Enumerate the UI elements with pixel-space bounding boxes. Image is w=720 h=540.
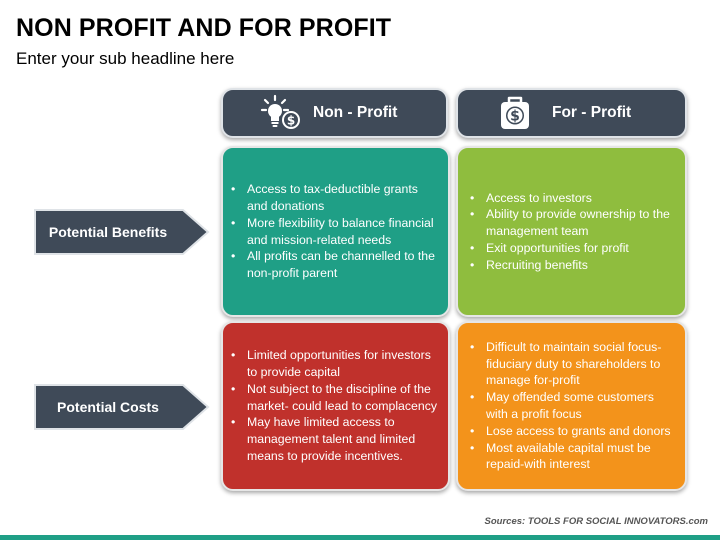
bullet-item: • Ability to provide ownership to the management team <box>466 206 677 240</box>
money-bag-dollar-icon <box>492 93 538 133</box>
svg-text:$: $ <box>286 113 296 128</box>
bullet-item: • Lose access to grants and donors <box>466 423 677 440</box>
bullet-item: • More flexibility to balance financial and mission-related needs <box>227 215 440 249</box>
bullet-item: • All profits can be channelled to the non-profit parent <box>227 248 440 282</box>
bullet-item: • May have limited access to management talent and limited means to provide incentives. <box>227 414 440 464</box>
bullet-item: • Recruiting benefits <box>466 257 677 274</box>
row-label-potential-costs <box>33 383 211 431</box>
bullet-item: • Most available capital must be repaid-with interest <box>466 440 677 474</box>
row-label-text: Potential Benefits <box>48 224 168 240</box>
bullet-item: • May offended some customers with a profit focus <box>466 389 677 423</box>
bullet-list <box>466 339 677 473</box>
bullet-item: • Not subject to the discipline of the market- could lead to complacency <box>227 381 440 415</box>
column-header-forprofit-label: For - Profit <box>552 104 632 121</box>
cell-nonprofit-benefits <box>221 146 450 317</box>
bullet-item: • Exit opportunities for profit <box>466 240 677 257</box>
cell-nonprofit-costs <box>221 321 450 491</box>
bullet-item: • Access to tax-deductible grants and donations <box>227 181 440 215</box>
row-label-potential-benefits <box>33 208 211 256</box>
cell-forprofit-benefits <box>456 146 687 317</box>
lightbulb-dollar-icon <box>259 93 305 133</box>
bullet-item: • Limited opportunities for investors to provide capital <box>227 347 440 381</box>
column-header-nonprofit <box>221 88 448 138</box>
bottom-accent-bar <box>0 535 720 540</box>
source-note: Sources: TOOLS FOR SOCIAL INNOVATORS.com <box>484 516 708 527</box>
svg-text:$: $ <box>510 108 520 125</box>
column-header-nonprofit-label: Non - Profit <box>313 104 398 121</box>
bullet-list <box>227 181 440 282</box>
column-header-forprofit <box>456 88 687 138</box>
slide-title: NON PROFIT AND FOR PROFIT <box>16 14 392 42</box>
cell-forprofit-costs <box>456 321 687 491</box>
bullet-item: • Access to investors <box>466 190 677 207</box>
bullet-item: • Difficult to maintain social focus- fiduciary duty to shareholders to manage for-profit <box>466 339 677 389</box>
bullet-list <box>466 190 677 274</box>
bullet-list <box>227 347 440 465</box>
slide-subtitle: Enter your sub headline here <box>16 49 235 68</box>
row-label-text: Potential Costs <box>57 399 159 415</box>
